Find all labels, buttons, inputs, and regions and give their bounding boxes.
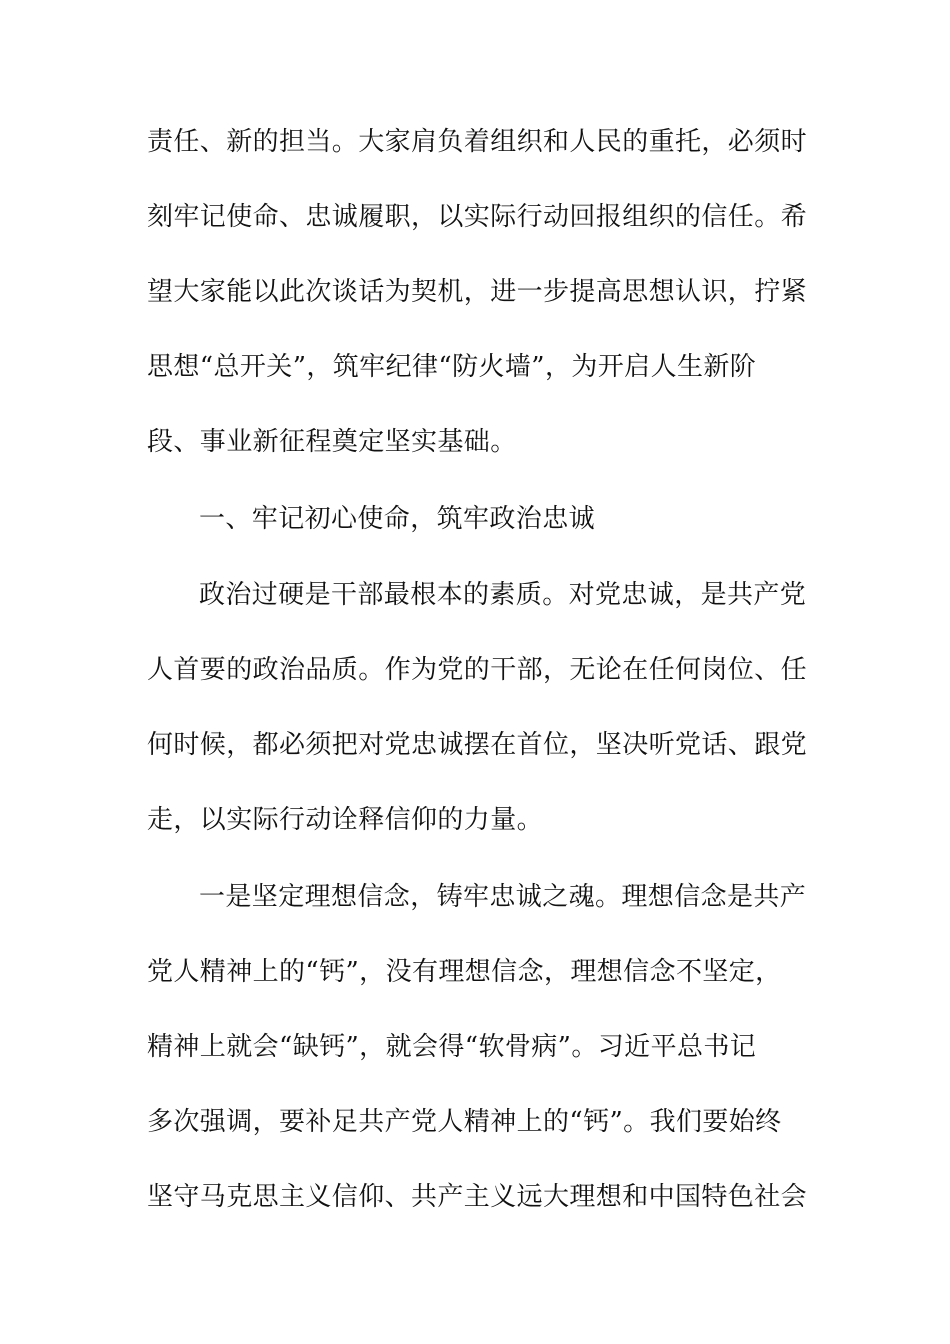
paragraph-first-line: 政治过硬是干部最根本的素质。对党忠诚，是共产党 bbox=[199, 580, 807, 610]
text-line: 人首要的政治品质。作为党的干部，无论在任何岗位、任 bbox=[147, 655, 808, 685]
text-line: 段、事业新征程奠定坚实基础。 bbox=[147, 427, 517, 457]
paragraph-first-line: 一是坚定理想信念，铸牢忠诚之魂。理想信念是共产 bbox=[199, 882, 807, 912]
text-line: 思想“总开关”，筑牢纪律“防火墙”，为开启人生新阶 bbox=[147, 352, 757, 382]
text-line: 多次强调，要补足共产党人精神上的“钙”。我们要始终 bbox=[147, 1107, 782, 1137]
text-line: 精神上就会“缺钙”，就会得“软骨病”。习近平总书记 bbox=[147, 1032, 757, 1062]
text-line: 责任、新的担当。大家肩负着组织和人民的重托，必须时 bbox=[147, 127, 808, 157]
text-line: 党人精神上的“钙”，没有理想信念，理想信念不坚定， bbox=[147, 957, 782, 987]
text-line: 刻牢记使命、忠诚履职，以实际行动回报组织的信任。希 bbox=[147, 202, 808, 232]
text-line: 走，以实际行动诠释信仰的力量。 bbox=[147, 805, 544, 835]
text-line: 坚守马克思主义信仰、共产主义远大理想和中国特色社会 bbox=[147, 1182, 808, 1212]
section-heading: 一、牢记初心使命，筑牢政治忠诚 bbox=[199, 504, 596, 534]
text-line: 何时候，都必须把对党忠诚摆在首位，坚决听党话、跟党 bbox=[147, 730, 808, 760]
text-line: 望大家能以此次谈话为契机，进一步提高思想认识，拧紧 bbox=[147, 277, 808, 307]
